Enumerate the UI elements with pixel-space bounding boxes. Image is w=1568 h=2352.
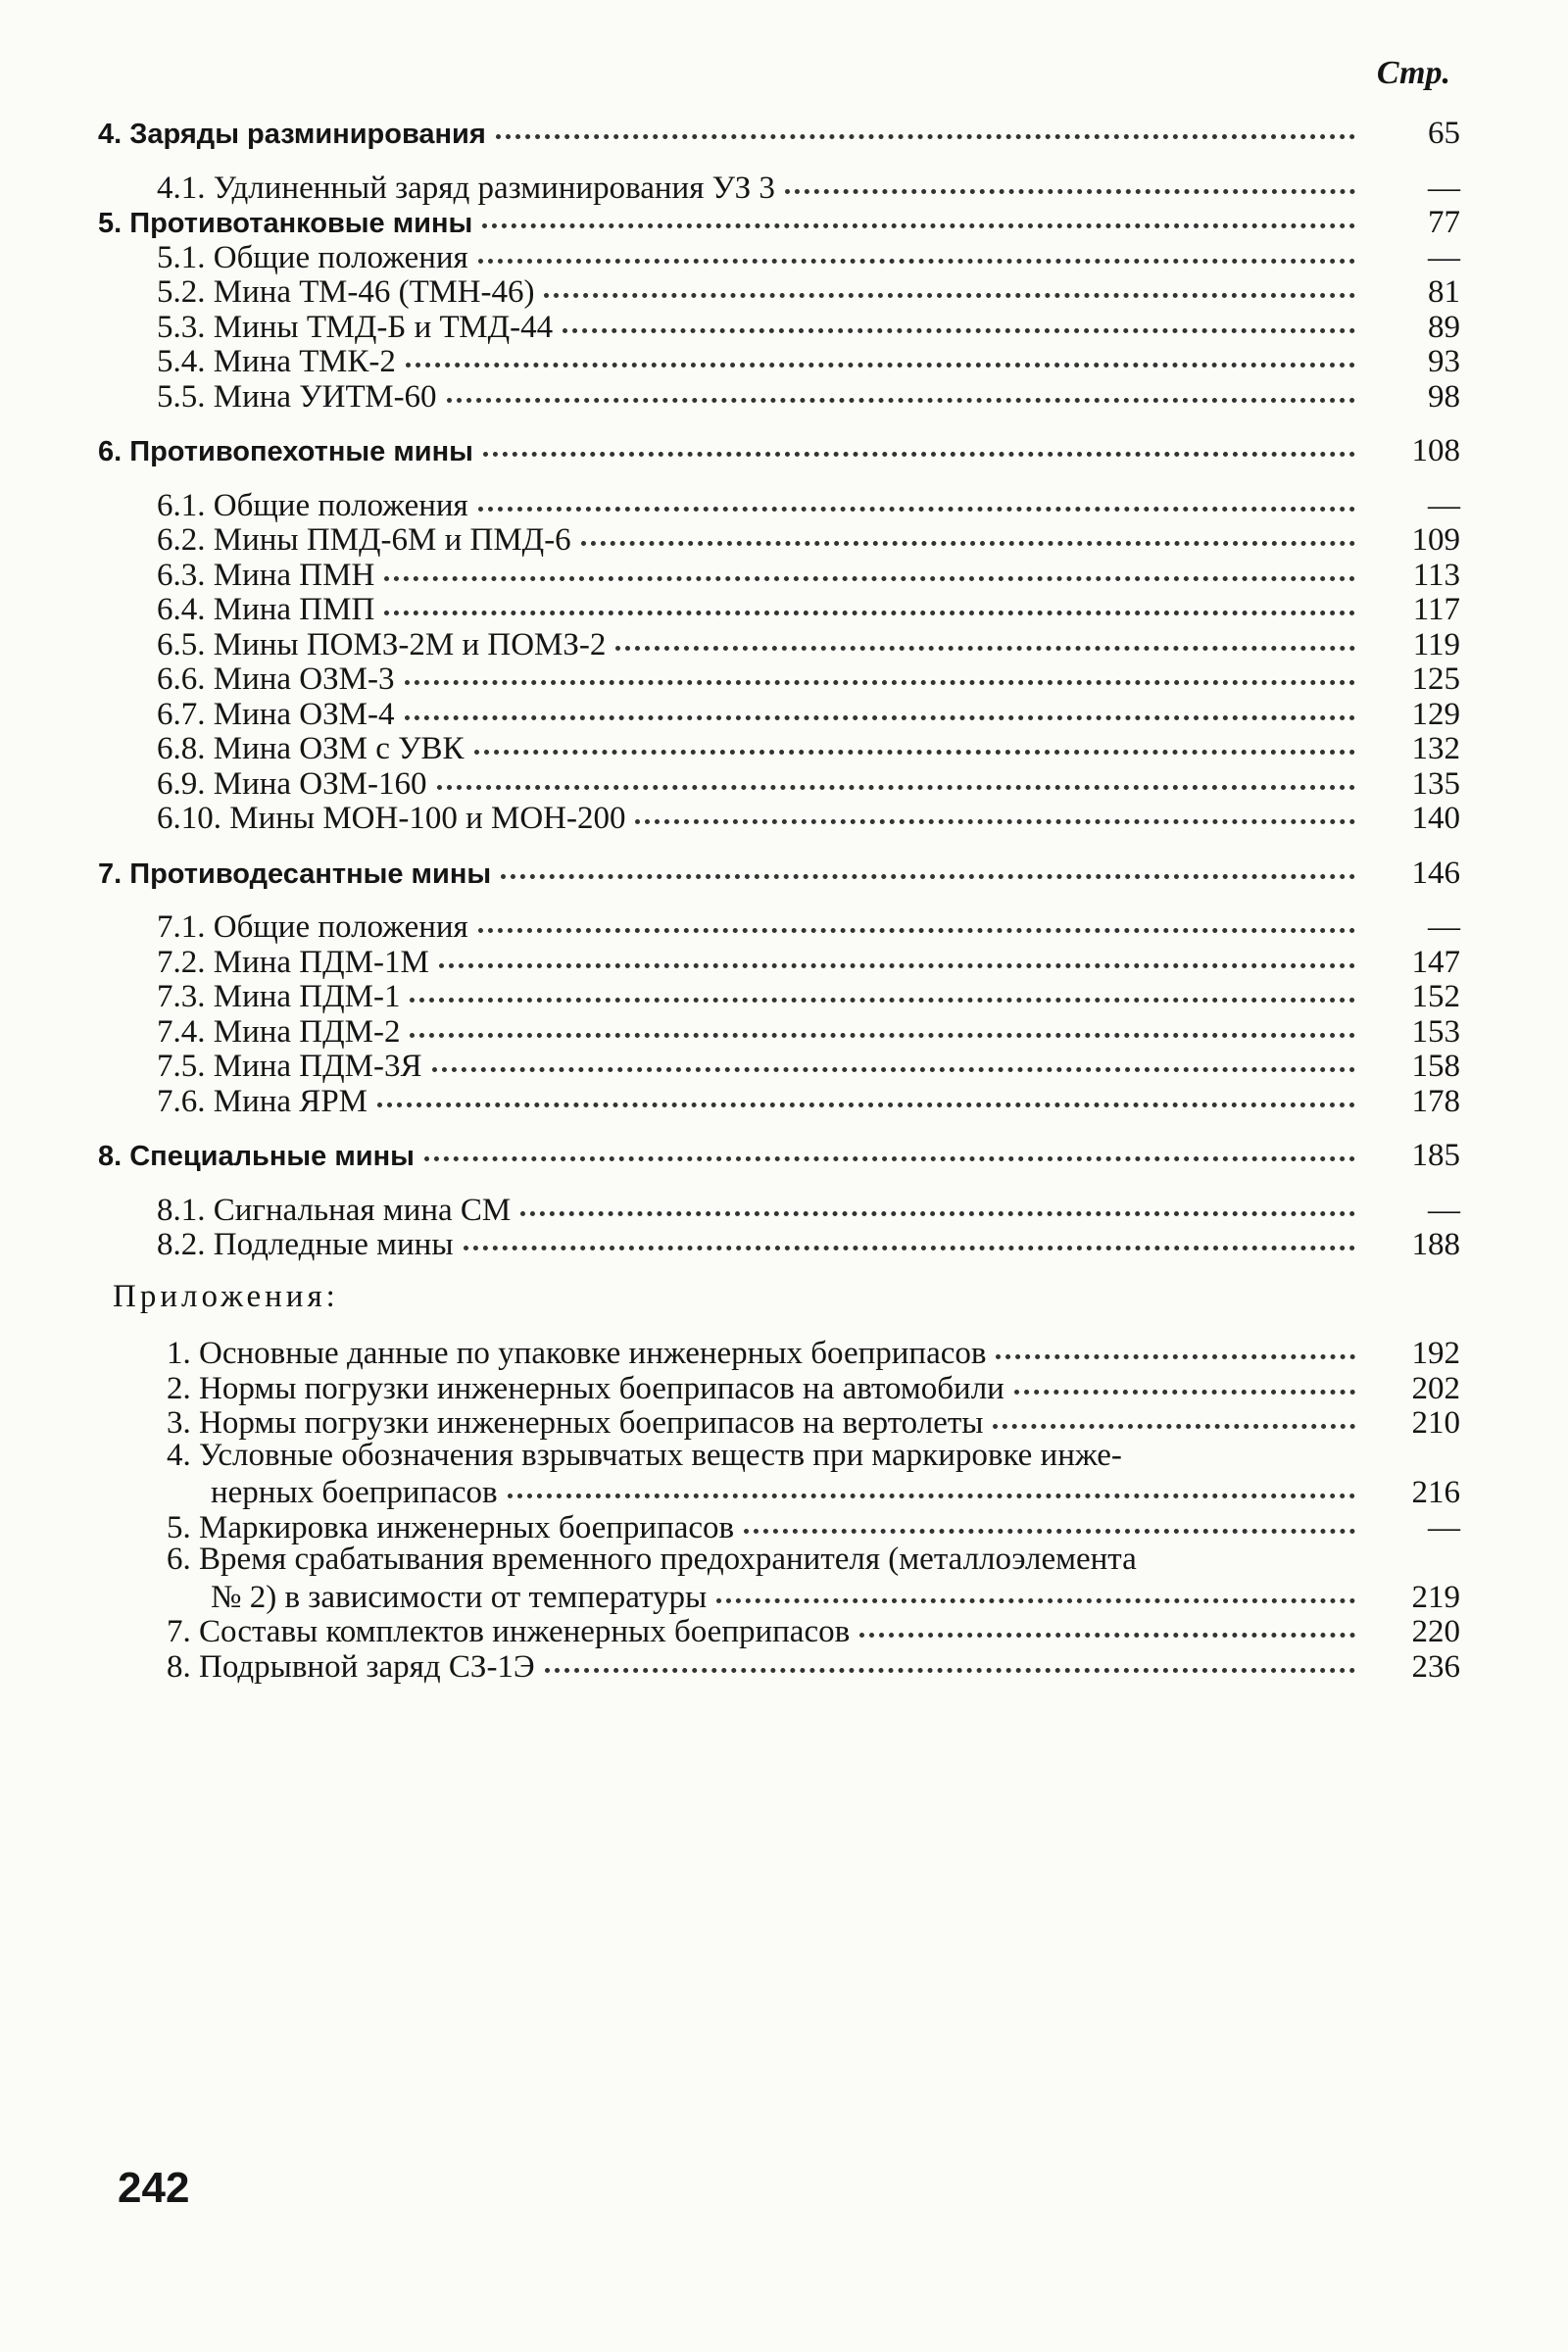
toc-entry-text: 7. Противодесантные мины [98, 858, 492, 890]
toc-row [98, 906, 1465, 945]
toc-entry-text: 6.6. Мина ОЗМ-3 [157, 662, 395, 697]
toc-page-number: 188 [1411, 1227, 1460, 1262]
toc-entry-text: 6.1. Общие положения [157, 487, 468, 523]
toc-page-number: 202 [1411, 1370, 1460, 1406]
toc-row [98, 1577, 1465, 1615]
toc-page-number: 98 [1428, 378, 1460, 415]
toc-page-number: 125 [1411, 662, 1460, 697]
toc-entry-text: 8.1. Сигнальная мина СМ [157, 1192, 512, 1228]
dot-leader [478, 903, 1355, 933]
toc-page-number: 158 [1411, 1049, 1460, 1084]
dot-leader [432, 1042, 1356, 1072]
toc-page-number: 185 [1411, 1138, 1460, 1173]
dot-leader [744, 1503, 1355, 1534]
toc-row [98, 624, 1465, 660]
toc-page-number: 135 [1411, 765, 1460, 802]
toc-entry-text: 4.1. Удлиненный заряд разминирования УЗ 3 [157, 170, 775, 206]
toc-entry-text: № 2) в зависимости от температуры [211, 1579, 708, 1615]
dot-leader [508, 1468, 1355, 1498]
toc-entry-text: 7.6. Мина ЯРМ [157, 1083, 368, 1119]
toc-entry-text: 7.1. Общие положения [157, 909, 468, 945]
toc-entry-text: 4. Условные обозначения взрывчатых веществ при маркировке инже- [167, 1437, 1122, 1473]
toc-entry-text: 5. Маркировка инженерных боеприпасов [167, 1509, 735, 1545]
toc-row [98, 1046, 1465, 1084]
toc-entry-text: 2. Нормы погрузки инженерных боеприпасов на автомобили [167, 1370, 1004, 1406]
page-column-header: Стр. [1376, 55, 1450, 91]
toc-entry-text: 4. Заряды разминирования [98, 119, 486, 150]
toc-entry-text: 5.2. Мина ТМ-46 (ТМН-46) [157, 274, 535, 310]
toc-page-number: 220 [1411, 1614, 1460, 1649]
toc-row [98, 168, 1465, 206]
toc-entry-text: 7. Составы комплектов инженерных боеприпасов [167, 1614, 851, 1649]
toc-row [98, 1224, 1465, 1262]
dot-leader [635, 794, 1355, 824]
toc-row [98, 341, 1465, 379]
toc-page-number: 178 [1411, 1083, 1460, 1119]
toc-row [98, 1011, 1465, 1050]
toc-entry-text: 6.10. Мины МОН-100 и МОН-200 [157, 801, 626, 836]
dot-leader [377, 1077, 1355, 1107]
toc-entry-text: 5. Противотанковые мины [98, 208, 473, 239]
toc-page-number: 113 [1412, 557, 1460, 593]
toc-row [98, 694, 1465, 732]
toc-row [98, 659, 1465, 697]
toc-entry-text: 1. Основные данные по упаковке инженерных боеприпасов [167, 1336, 987, 1371]
toc-page-number: 192 [1411, 1336, 1460, 1371]
toc-row [98, 1542, 1465, 1577]
toc-page-number: 210 [1411, 1405, 1460, 1441]
toc-page-number: — [1428, 170, 1460, 206]
toc-row [98, 728, 1465, 766]
toc-row [98, 976, 1465, 1014]
toc-page-number: — [1428, 487, 1460, 523]
toc-page-number: 65 [1428, 116, 1460, 151]
toc-page-number: — [1428, 909, 1460, 945]
toc-row [98, 1081, 1465, 1119]
toc-entry-text: 3. Нормы погрузки инженерных боеприпасов на вертолеты [167, 1405, 984, 1441]
toc-row [98, 1438, 1465, 1473]
toc-entry-text: Приложения: [113, 1278, 339, 1314]
toc-page-number: — [1428, 1509, 1460, 1545]
toc-page-number: 108 [1411, 433, 1460, 468]
toc-row [98, 1333, 1465, 1371]
toc-entry-text: 6.9. Мина ОЗМ-160 [157, 765, 427, 802]
dot-leader [563, 303, 1355, 333]
toc-row [98, 798, 1465, 836]
toc-entry-text: 6.5. Мины ПОМЗ-2М и ПОМЗ-2 [157, 626, 607, 662]
toc-row [98, 430, 1465, 466]
toc-row [98, 853, 1465, 891]
dot-leader [384, 585, 1355, 615]
dot-leader [716, 1573, 1355, 1603]
toc-page-number: — [1428, 1192, 1460, 1228]
page-number: 242 [118, 2164, 190, 2212]
dot-leader [545, 1642, 1355, 1673]
dot-leader [544, 268, 1355, 298]
toc-row [98, 763, 1465, 802]
dot-leader [483, 426, 1355, 457]
toc-row [98, 942, 1465, 980]
dot-leader [520, 1186, 1355, 1216]
toc-page-number: 81 [1428, 274, 1460, 310]
toc-row [98, 1507, 1465, 1543]
toc-page-number: 117 [1412, 592, 1460, 627]
toc-page-number: 216 [1411, 1475, 1460, 1510]
toc-row [98, 1190, 1465, 1228]
dot-leader [482, 198, 1355, 228]
toc-entry-text: нерных боеприпасов [211, 1475, 498, 1510]
dot-leader [1014, 1364, 1355, 1395]
dot-leader [785, 164, 1355, 194]
toc-row [98, 271, 1465, 310]
toc-row [98, 1646, 1465, 1685]
dot-leader [405, 655, 1355, 685]
toc-page-number: 219 [1411, 1579, 1460, 1615]
toc-entry-text: 5.3. Мины ТМД-Б и ТМД-44 [157, 309, 554, 345]
toc-row [98, 307, 1465, 345]
toc-entry-text: 7.5. Мина ПДМ-3Я [157, 1049, 422, 1084]
toc-page-number: 147 [1411, 944, 1460, 980]
toc-row [98, 1368, 1465, 1406]
toc-entry-text: 8. Подрывной заряд СЗ-1Э [167, 1648, 535, 1685]
toc-page-number: 119 [1412, 626, 1460, 662]
toc-row [98, 1135, 1465, 1173]
dot-leader [437, 760, 1355, 790]
toc-entry-text: 5.5. Мина УИТМ-60 [157, 378, 437, 415]
dot-leader [993, 1398, 1355, 1429]
dot-leader [439, 938, 1355, 968]
toc-row [98, 589, 1465, 627]
toc-page-number: 129 [1411, 696, 1460, 732]
toc-row [98, 485, 1465, 523]
toc-row [98, 113, 1465, 151]
dot-leader [478, 233, 1355, 264]
dot-leader [996, 1329, 1355, 1359]
toc-row [98, 1611, 1465, 1649]
toc-entry-text: 6.8. Мина ОЗМ с УВК [157, 731, 465, 766]
toc-page-number: 146 [1411, 855, 1460, 891]
dot-leader [501, 849, 1355, 879]
toc-row [98, 555, 1465, 593]
toc-entry-text: 6.7. Мина ОЗМ-4 [157, 696, 395, 732]
toc-row [98, 376, 1465, 415]
toc-entry-text: 6. Время срабатывания временного предохранителя (металлоэлемента [167, 1542, 1137, 1577]
toc-page-number: 140 [1411, 801, 1460, 836]
toc-page-number: 153 [1411, 1013, 1460, 1050]
table-of-contents [98, 113, 1465, 1685]
toc-entry-text: 8.2. Подледные мины [157, 1227, 454, 1262]
dot-leader [405, 690, 1355, 720]
dot-leader [384, 551, 1355, 581]
toc-entry-text: 5.1. Общие положения [157, 239, 468, 275]
toc-row [98, 1472, 1465, 1510]
toc-entry-text: 7.4. Мина ПДМ-2 [157, 1013, 401, 1050]
dot-leader [478, 481, 1355, 512]
dot-leader [447, 372, 1355, 403]
toc-row [98, 202, 1465, 240]
dot-leader [424, 1131, 1355, 1161]
toc-entry-text: 6.2. Мины ПМД-6М и ПМД-6 [157, 522, 571, 558]
toc-row [98, 237, 1465, 275]
toc-page-number: 89 [1428, 309, 1460, 345]
toc-page-number: 77 [1428, 205, 1460, 240]
dot-leader [410, 972, 1355, 1003]
toc-entry-text: 6.3. Мина ПМН [157, 557, 375, 593]
toc-page-number: — [1428, 239, 1460, 275]
toc-entry-text: 7.2. Мина ПДМ-1М [157, 944, 429, 980]
dot-leader [496, 109, 1355, 139]
dot-leader [474, 724, 1355, 755]
toc-page-number: 236 [1411, 1648, 1460, 1685]
dot-leader [410, 1007, 1355, 1038]
toc-entry-text: 8. Специальные мины [98, 1141, 415, 1172]
toc-page-number: 109 [1411, 522, 1460, 558]
dot-leader [615, 620, 1355, 651]
toc-entry-text: 7.3. Мина ПДМ-1 [157, 979, 401, 1014]
toc-page-number: 132 [1411, 731, 1460, 766]
toc-page-number: 152 [1411, 979, 1460, 1014]
dot-leader [859, 1607, 1355, 1638]
toc-page-number: 93 [1428, 344, 1460, 379]
toc-row [98, 1279, 1465, 1314]
dot-leader [464, 1220, 1356, 1250]
toc-entry-text: 6. Противопехотные мины [98, 436, 473, 467]
toc-row [98, 1402, 1465, 1441]
toc-entry-text: 5.4. Мина ТМК-2 [157, 344, 396, 379]
toc-entry-text: 6.4. Мина ПМП [157, 592, 375, 627]
dot-leader [406, 337, 1355, 368]
dot-leader [581, 515, 1355, 546]
toc-row [98, 519, 1465, 558]
